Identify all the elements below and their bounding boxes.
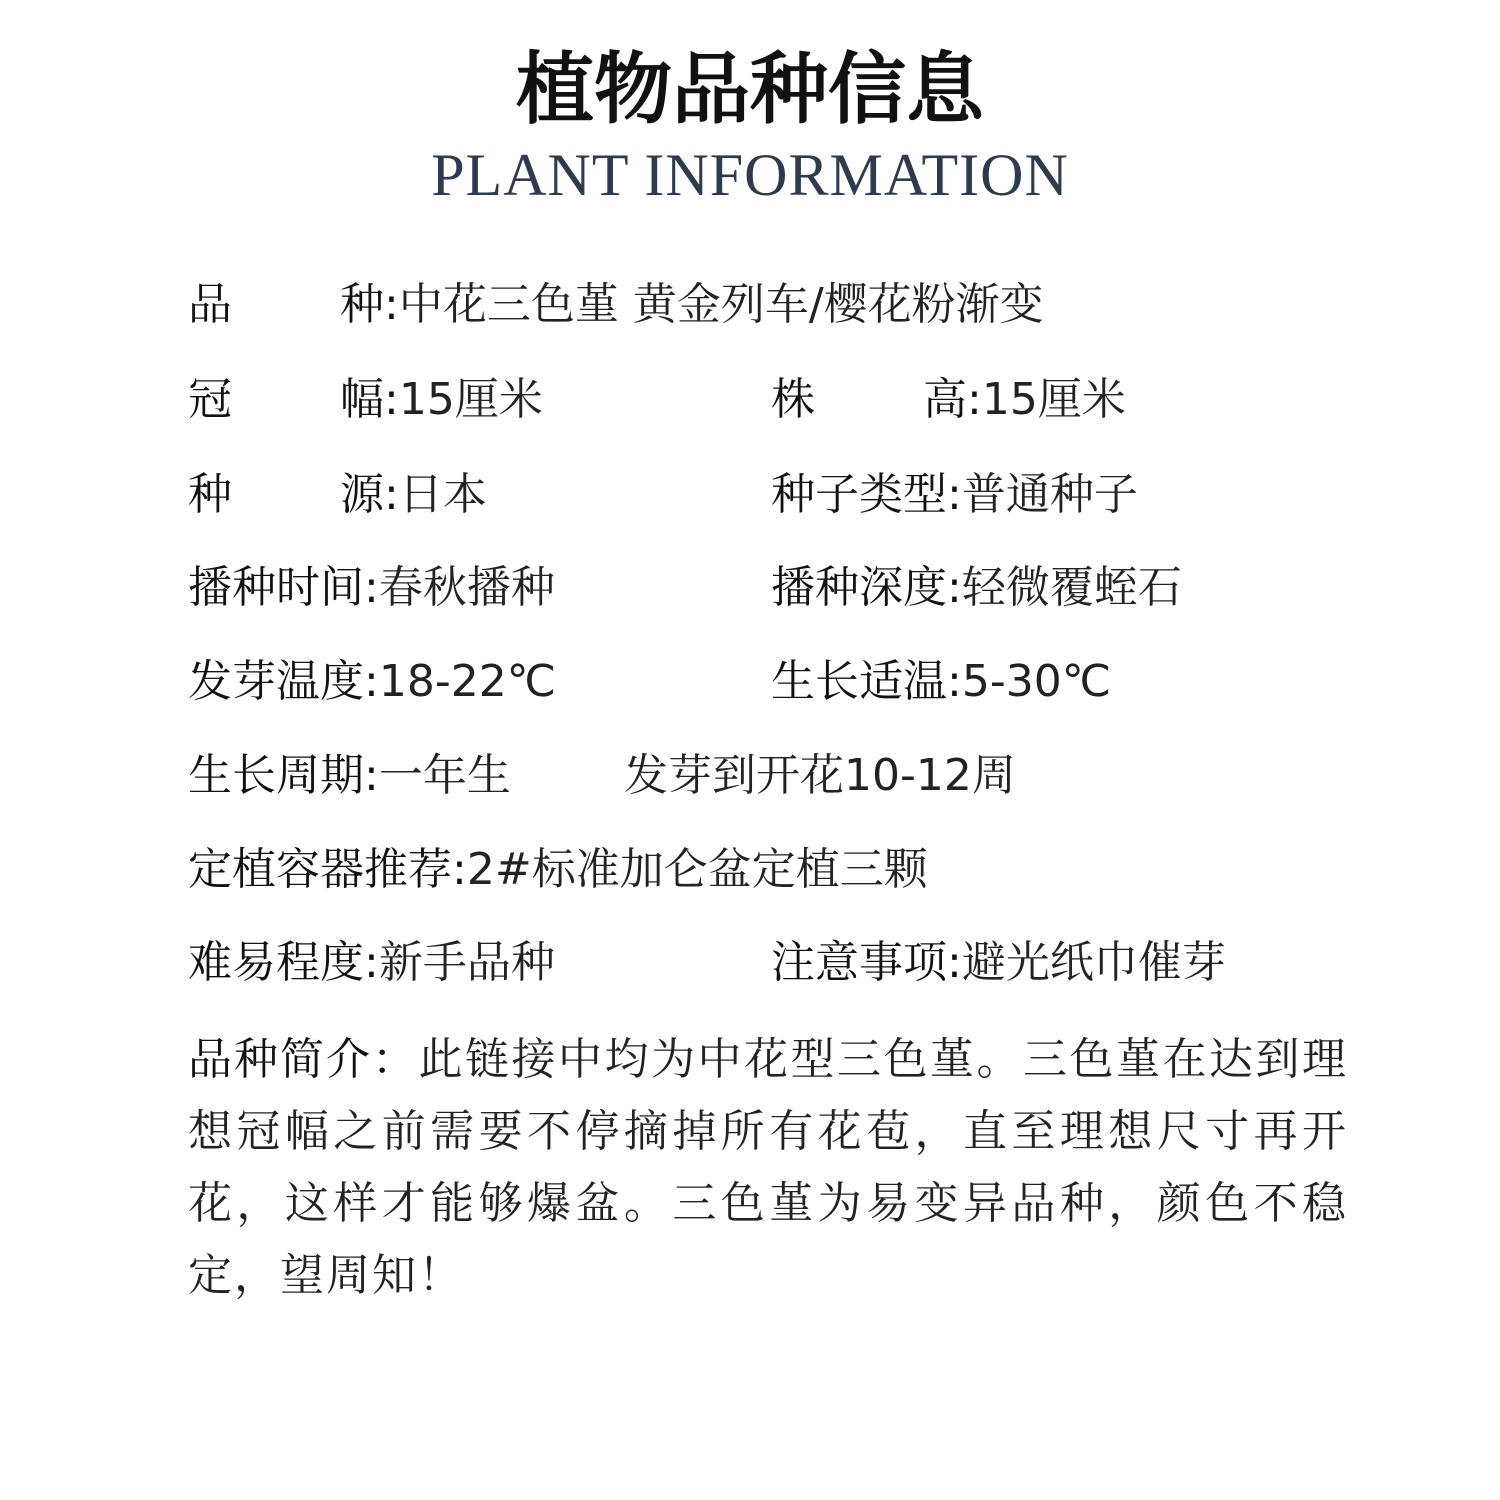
container-value: 2#标准加仑盆定植三颗 [466, 844, 928, 895]
colon: : [967, 374, 982, 425]
difficulty-label: 难易程度 [188, 937, 364, 988]
intro-label: 品种简介： [188, 1034, 418, 1085]
colon: : [384, 279, 399, 330]
colon: : [364, 562, 379, 613]
sowing-time-value: 春秋播种 [378, 562, 555, 613]
colon: : [384, 469, 399, 520]
origin-label: 种 源 [188, 469, 384, 520]
crown-width-value: 15厘米 [398, 374, 543, 425]
sowing-time-label: 播种时间 [188, 562, 364, 613]
page-subtitle: PLANT INFORMATION [431, 142, 1069, 208]
colon: : [452, 844, 467, 895]
container-label: 定植容器推荐 [188, 844, 452, 895]
variety-intro [188, 1024, 1348, 1312]
bloom-time-value: 发芽到开花10-12周 [624, 750, 1016, 801]
seed-type-value: 普通种子 [961, 469, 1138, 520]
colon: : [364, 750, 379, 801]
variety-label: 品 种 [188, 279, 384, 330]
colon: : [947, 469, 962, 520]
variety-value: 中花三色堇 黄金列车/樱花粉渐变 [398, 279, 1044, 330]
sowing-depth-label: 播种深度 [771, 562, 947, 613]
colon: : [364, 937, 379, 988]
plant-height-label: 株 高 [771, 374, 967, 425]
germination-temp-label: 发芽温度 [188, 656, 364, 707]
difficulty-value: 新手品种 [378, 937, 555, 988]
crown-width-label: 冠 幅 [188, 374, 384, 425]
colon: : [364, 656, 379, 707]
sowing-depth-value: 轻微覆蛭石 [961, 562, 1182, 613]
plant-height-value: 15厘米 [981, 374, 1126, 425]
colon: : [947, 937, 962, 988]
growth-temp-label: 生长适温 [771, 656, 947, 707]
notes-label: 注意事项 [771, 937, 947, 988]
germination-temp-value: 18-22℃ [378, 656, 557, 707]
growth-cycle-value: 一年生 [378, 750, 511, 801]
page-title: 植物品种信息 [515, 45, 984, 135]
colon: : [384, 374, 399, 425]
growth-cycle-label: 生长周期 [188, 750, 364, 801]
growth-temp-value: 5-30℃ [961, 656, 1112, 707]
notes-value: 避光纸巾催芽 [961, 937, 1226, 988]
colon: : [947, 562, 962, 613]
origin-value: 日本 [398, 469, 487, 520]
seed-type-label: 种子类型 [771, 469, 947, 520]
colon: : [947, 656, 962, 707]
intro-text: 此链接中均为中花型三色堇。三色堇在达到理想冠幅之前需要不停摘掉所有花苞，直至理想尺寸再开花，这样才能够爆盆。三色堇为易变异品种，颜色不稳定，望周知！ [188, 1034, 1348, 1301]
